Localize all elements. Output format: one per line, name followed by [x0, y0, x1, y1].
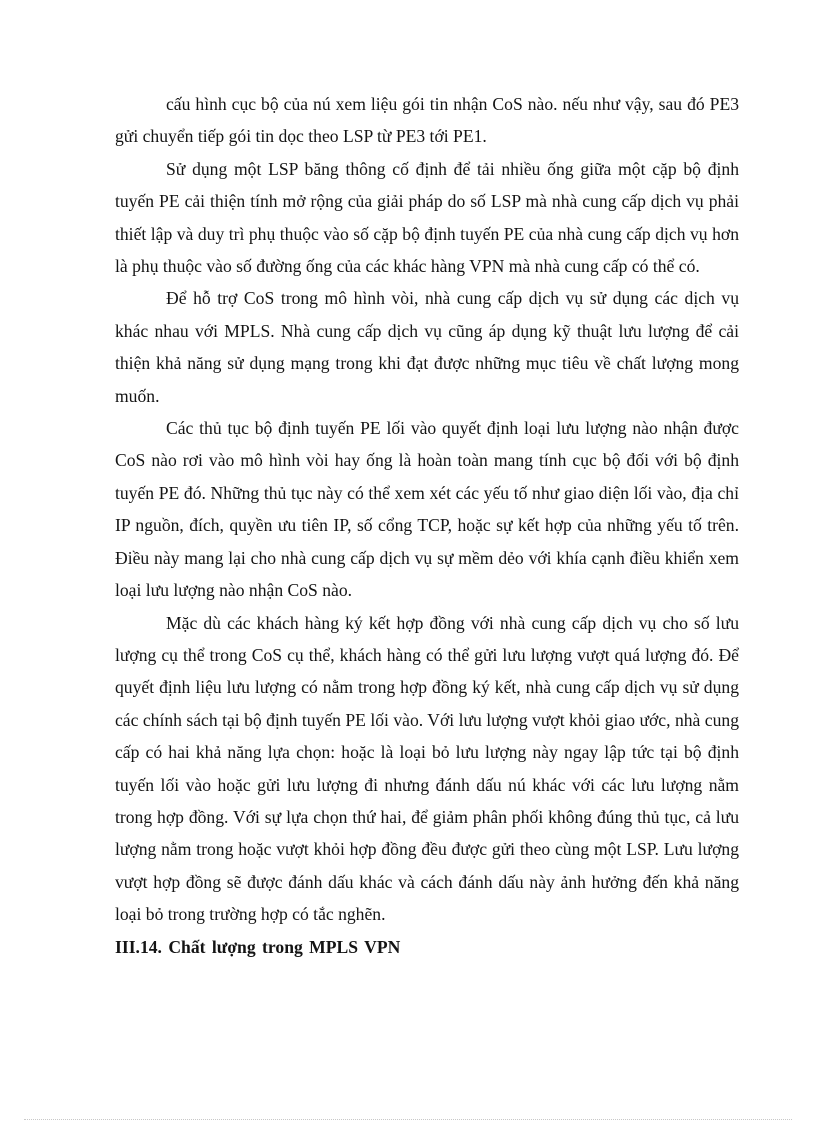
paragraph-lsp-bandwidth: Sử dụng một LSP băng thông cố định để tải nhiều ống giữa một cặp bộ định tuyến PE cải thiện tính mở rộng của giải pháp do số LSP mà nhà cung cấp dịch vụ phải thiết lập và duy trì phụ thuộc vào số cặp bộ định tuyến PE của nhà cung cấp dịch vụ hơn là phụ thuộc vào số đường ống của các khác hàng VPN mà nhà cung cấp có thể có.	[115, 158, 739, 277]
document-body	[115, 88, 739, 963]
paragraph-traffic-contract: Mặc dù các khách hàng ký kết hợp đồng với nhà cung cấp dịch vụ cho số lưu lượng cụ thể trong CoS cụ thể, khách hàng có thể gửi lưu lượng vượt quá lượng đó. Để quyết định liệu lưu lượng có nằm trong hợp đồng ký kết, nhà cung cấp dịch vụ sử dụng các chính sách tại bộ định tuyến PE lối vào. Với lưu lượng vượt khỏi giao ước, nhà cung cấp có hai khả năng lựa chọn: hoặc là loại bỏ lưu lượng này ngay lập tức tại bộ định tuyến lối vào hoặc gửi lưu lượng đi nhưng đánh dấu nú khác với các lưu lượng nằm trong hợp đồng. Với sự lựa chọn thứ hai, để giảm phân phối không đúng thủ tục, cả lưu lượng nằm trong hoặc vượt khỏi hợp đồng đều được gửi theo cùng một LSP. Lưu lượng vượt hợp đồng sẽ được đánh dấu khác và cách đánh dấu này ảnh hưởng đến khả năng loại bỏ trong trường hợp có tắc nghẽn.	[115, 612, 739, 925]
page-bottom-divider	[24, 1119, 792, 1120]
section-heading: III.14. Chất lượng trong MPLS VPN	[115, 936, 401, 957]
paragraph-continuation: cấu hình cục bộ của nú xem liệu gói tin nhận CoS nào. nếu như vậy, sau đó PE3 gửi chuyển tiếp gói tin dọc theo LSP từ PE3 tới PE1.	[115, 94, 739, 147]
paragraph-ingress-procedures: Các thủ tục bộ định tuyến PE lối vào quyết định loại lưu lượng nào nhận được CoS nào rơi vào mô hình vòi hay ống là hoàn toàn mang tính cục bộ đối với bộ định tuyến PE đó. Những thủ tục này có thể xem xét các yếu tố như giao diện lối vào, địa chỉ IP nguồn, đích, quyền ưu tiên IP, số cổng TCP, hoặc sự kết hợp của những yếu tố trên. Điều này mang lại cho nhà cung cấp dịch vụ sự mềm dẻo với khía cạnh điều khiển xem loại lưu lượng nào nhận CoS nào.	[115, 418, 739, 601]
paragraph-cos-hose-model: Để hỗ trợ CoS trong mô hình vòi, nhà cung cấp dịch vụ sử dụng các dịch vụ khác nhau với MPLS. Nhà cung cấp dịch vụ cũng áp dụng kỹ thuật lưu lượng để cải thiện khả năng sử dụng mạng trong khi đạt được những mục tiêu về chất lượng mong muốn.	[115, 288, 739, 406]
